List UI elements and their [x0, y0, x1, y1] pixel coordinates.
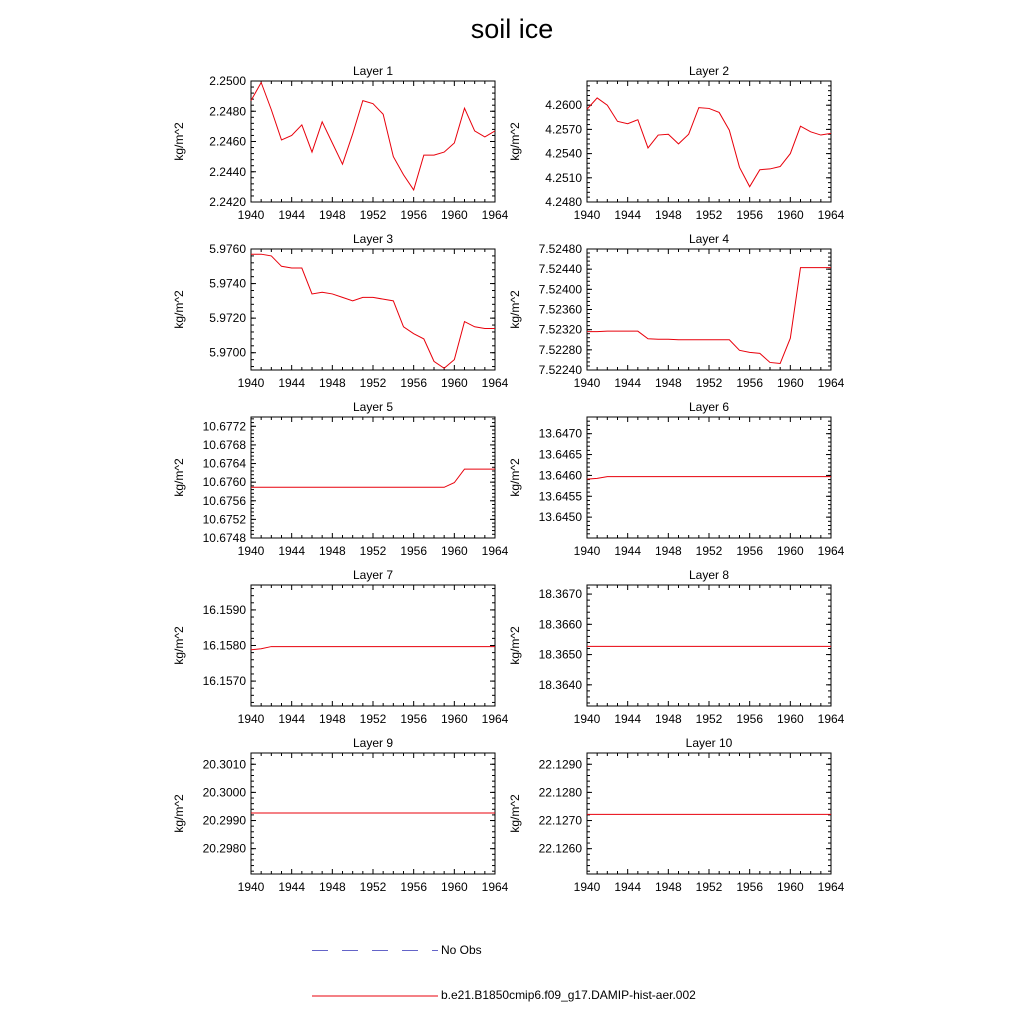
panel-layer-3 [172, 232, 509, 390]
panel-layer-2 [508, 64, 845, 222]
x-tick-label: 1964 [817, 544, 845, 558]
x-tick-label: 1940 [237, 880, 265, 894]
y-tick-label: 10.6760 [202, 475, 246, 490]
y-tick-label: 4.2570 [545, 122, 582, 137]
y-tick-label: 18.3670 [538, 587, 582, 602]
x-tick-label: 1948 [318, 712, 346, 726]
x-tick-label: 1952 [359, 208, 387, 222]
panel-title: Layer 7 [352, 568, 394, 582]
y-tick-label: 13.6470 [538, 426, 582, 441]
x-tick-label: 1944 [614, 880, 642, 894]
x-tick-label: 1952 [359, 880, 387, 894]
x-tick-label: 1956 [736, 544, 764, 558]
y-tick-label: 7.52280 [538, 342, 582, 357]
panel-layer-10 [508, 736, 845, 894]
y-axis-label: kg/m^2 [508, 626, 522, 665]
panel-title: Layer 2 [688, 64, 730, 78]
y-tick-label: 20.2980 [202, 841, 246, 856]
y-tick-label: 4.2540 [545, 146, 582, 161]
panel-title: Layer 9 [352, 736, 394, 750]
panel-layer-9 [172, 736, 509, 894]
x-tick-label: 1964 [817, 376, 845, 390]
x-tick-label: 1960 [440, 376, 468, 390]
legend-no-obs-label: No Obs [441, 943, 482, 957]
x-tick-label: 1940 [573, 880, 601, 894]
x-tick-label: 1952 [359, 712, 387, 726]
x-tick-label: 1964 [817, 208, 845, 222]
x-tick-label: 1952 [359, 376, 387, 390]
y-tick-label: 2.2420 [209, 195, 246, 209]
panel-title: Layer 10 [685, 736, 733, 750]
x-tick-label: 1948 [654, 376, 682, 390]
data-series-line [251, 647, 495, 650]
x-tick-label: 1948 [318, 376, 346, 390]
data-series-line [587, 268, 831, 364]
x-tick-label: 1948 [318, 880, 346, 894]
y-tick-label: 13.6455 [538, 489, 582, 504]
y-tick-label: 2.2440 [209, 164, 246, 179]
y-tick-label: 16.1590 [202, 602, 246, 617]
data-series-line [251, 469, 495, 487]
y-tick-label: 7.52320 [538, 322, 582, 337]
y-tick-label: 16.1570 [202, 674, 246, 689]
plot-frame [587, 753, 831, 874]
x-tick-label: 1964 [481, 208, 509, 222]
y-tick-label: 16.1580 [202, 638, 246, 653]
x-tick-label: 1960 [776, 376, 804, 390]
x-tick-label: 1944 [278, 208, 306, 222]
panel-layer-7 [172, 568, 509, 726]
x-tick-label: 1940 [573, 376, 601, 390]
x-tick-label: 1940 [573, 712, 601, 726]
plot-frame [251, 585, 495, 706]
x-tick-label: 1960 [776, 712, 804, 726]
y-tick-label: 4.2600 [545, 98, 582, 113]
x-tick-label: 1944 [278, 544, 306, 558]
y-tick-label: 18.3640 [538, 677, 582, 692]
x-tick-label: 1956 [400, 544, 428, 558]
y-tick-label: 22.1270 [538, 813, 582, 828]
legend-model-label: b.e21.B1850cmip6.f09_g17.DAMIP-hist-aer.002 [441, 988, 696, 1002]
x-tick-label: 1964 [481, 544, 509, 558]
y-tick-label: 5.9740 [209, 276, 246, 291]
x-tick-label: 1956 [736, 880, 764, 894]
y-axis-label: kg/m^2 [172, 122, 186, 161]
x-tick-label: 1944 [278, 376, 306, 390]
y-tick-label: 10.6752 [202, 512, 246, 527]
y-tick-label: 10.6748 [202, 531, 246, 545]
data-series-line [587, 477, 831, 480]
y-tick-label: 4.2510 [545, 170, 582, 185]
data-series-line [251, 254, 495, 368]
panel-layer-5 [172, 400, 509, 558]
x-tick-label: 1940 [237, 544, 265, 558]
x-tick-label: 1944 [278, 880, 306, 894]
y-axis-label: kg/m^2 [172, 290, 186, 329]
panel-layer-6 [508, 400, 845, 558]
panel-layer-8 [508, 568, 845, 726]
plot-frame [587, 417, 831, 538]
x-tick-label: 1956 [736, 376, 764, 390]
y-axis-label: kg/m^2 [508, 458, 522, 497]
y-tick-label: 7.52480 [538, 242, 582, 256]
x-tick-label: 1960 [440, 208, 468, 222]
x-tick-label: 1940 [237, 208, 265, 222]
y-tick-label: 2.2500 [209, 74, 246, 88]
x-tick-label: 1948 [654, 208, 682, 222]
x-tick-label: 1944 [614, 712, 642, 726]
y-axis-label: kg/m^2 [172, 626, 186, 665]
panel-title: Layer 1 [352, 64, 394, 78]
y-tick-label: 7.52440 [538, 262, 582, 277]
x-tick-label: 1956 [400, 208, 428, 222]
x-tick-label: 1944 [278, 712, 306, 726]
y-tick-label: 20.2990 [202, 813, 246, 828]
y-tick-label: 18.3650 [538, 647, 582, 662]
x-tick-label: 1944 [614, 208, 642, 222]
plot-frame [587, 585, 831, 706]
x-tick-label: 1960 [440, 712, 468, 726]
x-tick-label: 1940 [237, 376, 265, 390]
panel-title: Layer 8 [688, 568, 730, 582]
y-axis-label: kg/m^2 [172, 458, 186, 497]
panel-layer-1 [172, 64, 509, 222]
panel-layer-4 [508, 232, 845, 390]
x-tick-label: 1960 [776, 880, 804, 894]
x-tick-label: 1940 [573, 544, 601, 558]
x-tick-label: 1952 [695, 208, 723, 222]
y-axis-label: kg/m^2 [508, 794, 522, 833]
plot-frame [251, 81, 495, 202]
y-tick-label: 10.6756 [202, 493, 246, 508]
data-series-line [587, 98, 831, 187]
panel-title: Layer 3 [352, 232, 394, 246]
y-tick-label: 5.9760 [209, 242, 246, 256]
y-tick-label: 4.2480 [545, 195, 582, 209]
y-tick-label: 10.6768 [202, 437, 246, 452]
y-tick-label: 20.3010 [202, 757, 246, 772]
x-tick-label: 1940 [573, 208, 601, 222]
y-tick-label: 22.1280 [538, 785, 582, 800]
x-tick-label: 1960 [776, 544, 804, 558]
x-tick-label: 1944 [614, 376, 642, 390]
y-tick-label: 22.1290 [538, 757, 582, 772]
y-tick-label: 13.6450 [538, 510, 582, 525]
x-tick-label: 1952 [695, 544, 723, 558]
x-tick-label: 1964 [481, 376, 509, 390]
y-tick-label: 7.52360 [538, 302, 582, 317]
x-tick-label: 1960 [776, 208, 804, 222]
x-tick-label: 1964 [481, 880, 509, 894]
x-tick-label: 1960 [440, 880, 468, 894]
x-tick-label: 1964 [817, 712, 845, 726]
y-tick-label: 2.2460 [209, 134, 246, 149]
panel-title: Layer 5 [352, 400, 394, 414]
y-tick-label: 7.52240 [538, 363, 582, 377]
y-tick-label: 5.9700 [209, 345, 246, 360]
legend-model-line [312, 995, 438, 997]
figure-title: soil ice [470, 14, 554, 44]
x-tick-label: 1952 [695, 880, 723, 894]
x-tick-label: 1956 [736, 208, 764, 222]
panel-title: Layer 4 [688, 232, 730, 246]
y-tick-label: 7.52400 [538, 282, 582, 297]
x-tick-label: 1964 [817, 880, 845, 894]
data-series-line [251, 83, 495, 190]
x-tick-label: 1952 [695, 712, 723, 726]
y-tick-label: 22.1260 [538, 841, 582, 856]
x-tick-label: 1948 [654, 544, 682, 558]
x-tick-label: 1960 [440, 544, 468, 558]
x-tick-label: 1948 [318, 208, 346, 222]
x-tick-label: 1952 [359, 544, 387, 558]
x-tick-label: 1956 [400, 880, 428, 894]
y-axis-label: kg/m^2 [508, 122, 522, 161]
x-tick-label: 1948 [654, 880, 682, 894]
y-tick-label: 2.2480 [209, 104, 246, 119]
y-tick-label: 18.3660 [538, 617, 582, 632]
y-tick-label: 13.6460 [538, 468, 582, 483]
x-tick-label: 1944 [614, 544, 642, 558]
plot-frame [251, 753, 495, 874]
legend-no-obs-line [312, 949, 438, 952]
y-tick-label: 13.6465 [538, 447, 582, 462]
x-tick-label: 1956 [400, 712, 428, 726]
y-tick-label: 20.3000 [202, 785, 246, 800]
y-axis-label: kg/m^2 [508, 290, 522, 329]
x-tick-label: 1956 [400, 376, 428, 390]
y-tick-label: 10.6772 [202, 419, 246, 434]
x-tick-label: 1948 [654, 712, 682, 726]
x-tick-label: 1956 [736, 712, 764, 726]
y-axis-label: kg/m^2 [172, 794, 186, 833]
x-tick-label: 1948 [318, 544, 346, 558]
y-tick-label: 5.9720 [209, 311, 246, 326]
panel-title: Layer 6 [688, 400, 730, 414]
y-tick-label: 10.6764 [202, 456, 246, 471]
x-tick-label: 1964 [481, 712, 509, 726]
x-tick-label: 1940 [237, 712, 265, 726]
x-tick-label: 1952 [695, 376, 723, 390]
